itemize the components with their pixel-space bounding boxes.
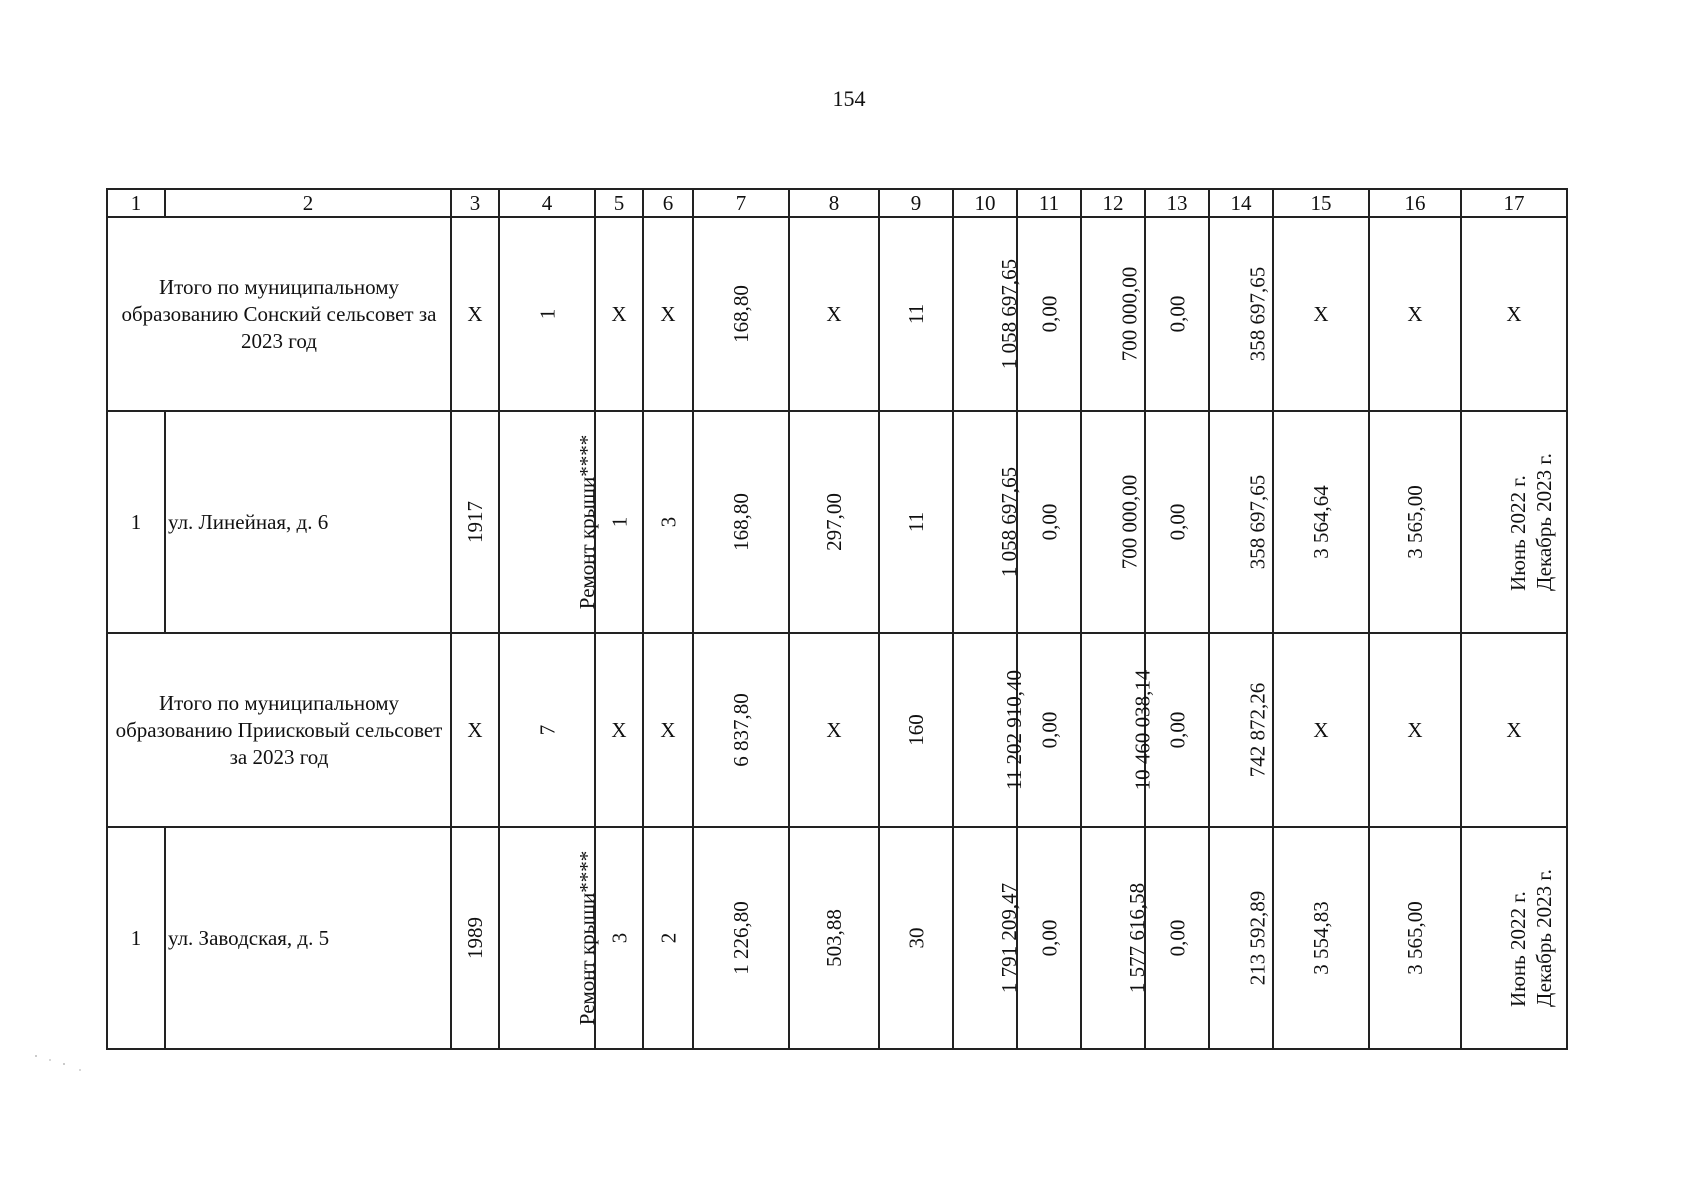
cell: Х: [595, 633, 643, 827]
cell: [1081, 633, 1155, 827]
col-header: 4: [499, 189, 595, 217]
cell-text: 1 577 616,58: [1125, 882, 1150, 994]
cell-text: 0,00: [1037, 295, 1061, 333]
cell: [789, 827, 879, 1049]
cell: [1145, 217, 1209, 411]
cell-text: 3 565,00: [1403, 901, 1427, 975]
cell-text: Ремонт крыши****: [575, 434, 600, 610]
total-row: [107, 217, 1567, 411]
cell-text: 10 460 038,14: [1130, 669, 1155, 791]
total-label: Итого по муниципальному образованию Приисковый сельсовет за 2023 год: [107, 633, 451, 827]
cell-text: 1 058 697,65: [997, 466, 1022, 578]
cell-text: 1 058 697,65: [997, 258, 1022, 370]
cell: Х: [595, 217, 643, 411]
cell-text: 700 000,00: [1117, 266, 1142, 362]
cell: Х: [1461, 633, 1567, 827]
cell-text: 742 872,26: [1245, 682, 1270, 778]
cell-text: 160: [904, 714, 928, 746]
object-row: [107, 411, 1567, 633]
period-end: Декабрь 2023 г.: [1531, 869, 1556, 1007]
cell-text: 358 697,65: [1245, 266, 1270, 362]
page-number: 154: [832, 86, 866, 111]
cell: Х: [1273, 633, 1369, 827]
cell-text: 0,00: [1165, 919, 1189, 957]
cell-text: 7: [535, 724, 559, 736]
cell: Х: [451, 633, 499, 827]
col-header: 2: [165, 189, 451, 217]
cell: Х: [1273, 217, 1369, 411]
cell: [693, 633, 789, 827]
cell-text: 1: [607, 516, 631, 528]
period-end: Декабрь 2023 г.: [1531, 453, 1556, 591]
cell: [499, 633, 595, 827]
cell-text: 0,00: [1037, 503, 1061, 541]
cell: [1273, 411, 1369, 633]
cell: 1: [107, 827, 165, 1049]
cell-text: 3: [607, 932, 631, 944]
cell: [1081, 411, 1145, 633]
cell: [953, 633, 1026, 827]
cell: Х: [643, 633, 693, 827]
period-text: [1505, 869, 1557, 1007]
cell-text: 30: [904, 927, 928, 949]
cell: [953, 217, 1022, 411]
period-start: Июнь 2022 г.: [1505, 475, 1530, 591]
cell-text: 3 565,00: [1403, 485, 1427, 559]
cell: [693, 411, 789, 633]
cell: [879, 411, 953, 633]
col-header: 17: [1461, 189, 1567, 217]
col-header: 10: [953, 189, 1017, 217]
cell: [1081, 217, 1145, 411]
cell-text: 3: [656, 516, 680, 528]
cell: [1081, 827, 1150, 1049]
cell: [693, 827, 789, 1049]
cell-text: 1: [535, 308, 559, 320]
cell-text: 3 564,64: [1309, 485, 1333, 559]
col-header: 9: [879, 189, 953, 217]
period-start: Июнь 2022 г.: [1505, 891, 1530, 1007]
cell-text: 0,00: [1165, 503, 1189, 541]
period-cell: [1461, 411, 1567, 633]
cell: Х: [1369, 633, 1461, 827]
cell: [499, 411, 600, 633]
cell-text: 1917: [463, 501, 487, 543]
cell: [451, 827, 499, 1049]
cell-text: 0,00: [1165, 295, 1189, 333]
col-header: 8: [789, 189, 879, 217]
cell-text: Ремонт крыши****: [575, 850, 600, 1026]
cell: [1273, 827, 1369, 1049]
cell: [1017, 827, 1081, 1049]
cell-text: 0,00: [1165, 711, 1189, 749]
cell: [1209, 411, 1273, 633]
cell: [643, 411, 693, 633]
cell-text: 11: [903, 303, 928, 325]
cell-text: 168,80: [729, 285, 753, 343]
column-number-row: [107, 189, 1567, 217]
period-cell: [1461, 827, 1567, 1049]
cell-text: 2: [656, 932, 680, 944]
cell-text: 1 791 209,47: [997, 882, 1022, 994]
cell-text: 700 000,00: [1117, 474, 1142, 570]
cell: [595, 827, 643, 1049]
cell: [595, 411, 643, 633]
cell-text: 11 202 910,40: [1001, 670, 1026, 790]
cell: Х: [451, 217, 499, 411]
cell: [789, 411, 879, 633]
cell: 1: [107, 411, 165, 633]
cell: [953, 827, 1022, 1049]
col-header: 13: [1145, 189, 1209, 217]
cell: [1145, 827, 1209, 1049]
cell: Х: [1369, 217, 1461, 411]
col-header: 12: [1081, 189, 1145, 217]
col-header: 1: [107, 189, 165, 217]
cell: [879, 217, 953, 411]
cell-text: 503,88: [822, 909, 846, 967]
cell: Х: [789, 633, 879, 827]
cell: [953, 411, 1022, 633]
col-header: 11: [1017, 189, 1081, 217]
address-cell: ул. Заводская, д. 5: [165, 827, 451, 1049]
col-header: 5: [595, 189, 643, 217]
cell: Х: [789, 217, 879, 411]
cell: [1209, 827, 1273, 1049]
cell: [499, 827, 600, 1049]
cell-text: 11: [903, 511, 928, 533]
cell-text: 3 554,83: [1309, 901, 1333, 975]
cell: [1209, 633, 1273, 827]
col-header: 3: [451, 189, 499, 217]
cell: [693, 217, 789, 411]
col-header: 16: [1369, 189, 1461, 217]
cell-text: 1989: [463, 917, 487, 959]
cell-text: 0,00: [1037, 711, 1061, 749]
col-header: 7: [693, 189, 789, 217]
cell: [1369, 411, 1461, 633]
cell: [879, 633, 953, 827]
col-header: 15: [1273, 189, 1369, 217]
total-label: Итого по муниципальному образованию Сонский сельсовет за 2023 год: [107, 217, 451, 411]
cell: [643, 827, 693, 1049]
cell-text: 213 592,89: [1245, 890, 1270, 986]
cell: [451, 411, 499, 633]
cell: [1209, 217, 1273, 411]
cell-text: 0,00: [1037, 919, 1061, 957]
cell: [499, 217, 595, 411]
cell-text: 168,80: [729, 493, 753, 551]
scan-artifact: [30, 1050, 110, 1080]
object-row: [107, 827, 1567, 1049]
cell-text: 297,00: [822, 493, 846, 551]
cell: Х: [1461, 217, 1567, 411]
cell: [879, 827, 953, 1049]
total-row: [107, 633, 1567, 827]
cell: [1145, 411, 1209, 633]
col-header: 6: [643, 189, 693, 217]
cell: [1017, 411, 1081, 633]
address-cell: ул. Линейная, д. 6: [165, 411, 451, 633]
cell-text: 1 226,80: [729, 901, 753, 975]
cell: [1369, 827, 1461, 1049]
cell: Х: [643, 217, 693, 411]
data-table: [106, 188, 1568, 1050]
cell: [1017, 217, 1081, 411]
cell-text: 6 837,80: [729, 693, 753, 767]
cell-text: 358 697,65: [1245, 474, 1270, 570]
col-header: 14: [1209, 189, 1273, 217]
period-text: [1505, 453, 1557, 591]
